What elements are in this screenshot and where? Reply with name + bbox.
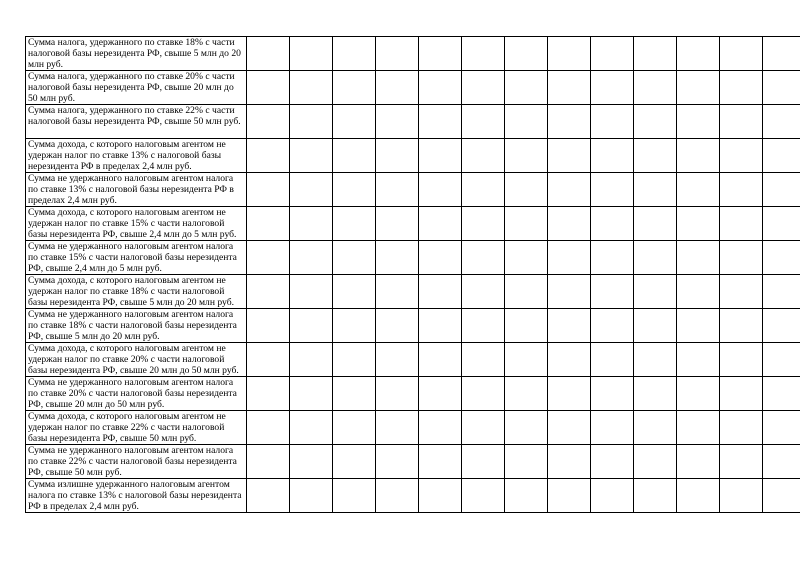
value-cell	[376, 275, 419, 309]
value-cell	[677, 71, 720, 105]
value-cell	[720, 479, 763, 513]
table-row	[26, 377, 800, 411]
value-cell	[548, 71, 591, 105]
value-cell	[763, 411, 800, 445]
value-cell	[505, 207, 548, 241]
value-cell	[419, 411, 462, 445]
value-cell	[505, 37, 548, 71]
value-cell	[548, 275, 591, 309]
value-cell	[763, 309, 800, 343]
table-row	[26, 71, 800, 105]
value-cell	[333, 71, 376, 105]
value-cell	[677, 105, 720, 139]
value-cell	[548, 173, 591, 207]
value-cell	[763, 241, 800, 275]
value-cell	[634, 309, 677, 343]
value-cell	[333, 377, 376, 411]
value-cell	[677, 139, 720, 173]
value-cell	[720, 207, 763, 241]
value-cell	[247, 207, 290, 241]
value-cell	[290, 377, 333, 411]
value-cell	[548, 411, 591, 445]
value-cell	[677, 479, 720, 513]
value-cell	[333, 37, 376, 71]
value-cell	[763, 71, 800, 105]
row-label: Сумма дохода, с которого налоговым агентом не удержан налог по ставке 13% с налоговой базы нерезидента РФ в пределах 2,4 млн руб.	[26, 139, 247, 173]
value-cell	[462, 173, 505, 207]
value-cell	[419, 71, 462, 105]
value-cell	[290, 445, 333, 479]
value-cell	[333, 207, 376, 241]
value-cell	[763, 445, 800, 479]
value-cell	[419, 343, 462, 377]
value-cell	[290, 139, 333, 173]
value-cell	[634, 275, 677, 309]
value-cell	[333, 411, 376, 445]
value-cell	[634, 71, 677, 105]
value-cell	[376, 343, 419, 377]
value-cell	[290, 411, 333, 445]
value-cell	[634, 207, 677, 241]
row-label: Сумма налога, удержанного по ставке 18% с части налоговой базы нерезидента РФ, свыше 5 млн до 20 млн руб.	[26, 37, 247, 71]
value-cell	[720, 71, 763, 105]
row-label: Сумма не удержанного налоговым агентом налога по ставке 13% с налоговой базы нерезидента РФ в пределах 2,4 млн руб.	[26, 173, 247, 207]
value-cell	[677, 37, 720, 71]
value-cell	[591, 37, 634, 71]
value-cell	[677, 207, 720, 241]
value-cell	[505, 139, 548, 173]
value-cell	[720, 445, 763, 479]
table-row	[26, 275, 800, 309]
value-cell	[333, 445, 376, 479]
value-cell	[591, 411, 634, 445]
value-cell	[247, 105, 290, 139]
value-cell	[591, 445, 634, 479]
value-cell	[720, 139, 763, 173]
table-row	[26, 105, 800, 139]
value-cell	[247, 37, 290, 71]
value-cell	[376, 241, 419, 275]
value-cell	[247, 309, 290, 343]
value-cell	[419, 241, 462, 275]
value-cell	[290, 105, 333, 139]
value-cell	[247, 241, 290, 275]
value-cell	[763, 343, 800, 377]
value-cell	[548, 105, 591, 139]
value-cell	[333, 139, 376, 173]
value-cell	[333, 479, 376, 513]
value-cell	[548, 479, 591, 513]
value-cell	[419, 139, 462, 173]
value-cell	[634, 411, 677, 445]
row-label: Сумма излишне удержанного налоговым агентом налога по ставке 13% с налоговой базы нерезидента РФ в пределах 2,4 млн руб.	[26, 479, 247, 513]
value-cell	[591, 173, 634, 207]
value-cell	[333, 309, 376, 343]
value-cell	[505, 309, 548, 343]
table-row	[26, 479, 800, 513]
value-cell	[720, 173, 763, 207]
value-cell	[333, 343, 376, 377]
value-cell	[720, 241, 763, 275]
value-cell	[591, 377, 634, 411]
value-cell	[505, 479, 548, 513]
value-cell	[548, 241, 591, 275]
tax-report-table	[25, 36, 800, 513]
value-cell	[247, 71, 290, 105]
value-cell	[634, 105, 677, 139]
value-cell	[720, 309, 763, 343]
value-cell	[634, 173, 677, 207]
value-cell	[720, 411, 763, 445]
value-cell	[462, 411, 505, 445]
value-cell	[677, 343, 720, 377]
table-row	[26, 411, 800, 445]
value-cell	[376, 479, 419, 513]
value-cell	[247, 411, 290, 445]
value-cell	[462, 343, 505, 377]
value-cell	[333, 105, 376, 139]
value-cell	[247, 479, 290, 513]
value-cell	[333, 241, 376, 275]
value-cell	[419, 207, 462, 241]
value-cell	[290, 275, 333, 309]
value-cell	[763, 207, 800, 241]
table-row	[26, 309, 800, 343]
value-cell	[376, 445, 419, 479]
value-cell	[677, 411, 720, 445]
value-cell	[720, 37, 763, 71]
value-cell	[376, 71, 419, 105]
value-cell	[376, 411, 419, 445]
value-cell	[505, 377, 548, 411]
value-cell	[376, 309, 419, 343]
value-cell	[634, 37, 677, 71]
row-label: Сумма дохода, с которого налоговым агентом не удержан налог по ставке 18% с части налоговой базы нерезидента РФ, свыше 5 млн до 20 млн руб.	[26, 275, 247, 309]
row-label: Сумма не удержанного налоговым агентом налога по ставке 20% с части налоговой базы нерезидента РФ, свыше 20 млн до 50 млн руб.	[26, 377, 247, 411]
value-cell	[290, 37, 333, 71]
value-cell	[763, 275, 800, 309]
value-cell	[419, 105, 462, 139]
value-cell	[505, 343, 548, 377]
value-cell	[720, 343, 763, 377]
table-row	[26, 139, 800, 173]
value-cell	[462, 309, 505, 343]
value-cell	[591, 207, 634, 241]
value-cell	[290, 207, 333, 241]
value-cell	[591, 479, 634, 513]
value-cell	[677, 173, 720, 207]
value-cell	[419, 37, 462, 71]
row-label: Сумма не удержанного налоговым агентом налога по ставке 15% с части налоговой базы нерезидента РФ, свыше 2,4 млн до 5 млн руб.	[26, 241, 247, 275]
value-cell	[290, 173, 333, 207]
value-cell	[548, 207, 591, 241]
value-cell	[634, 445, 677, 479]
value-cell	[376, 173, 419, 207]
value-cell	[333, 173, 376, 207]
value-cell	[505, 275, 548, 309]
value-cell	[634, 377, 677, 411]
value-cell	[462, 275, 505, 309]
row-label: Сумма дохода, с которого налоговым агентом не удержан налог по ставке 22% с части налоговой базы нерезидента РФ, свыше 50 млн руб.	[26, 411, 247, 445]
value-cell	[462, 105, 505, 139]
value-cell	[290, 241, 333, 275]
value-cell	[763, 479, 800, 513]
value-cell	[290, 343, 333, 377]
value-cell	[376, 139, 419, 173]
value-cell	[505, 71, 548, 105]
row-label: Сумма налога, удержанного по ставке 22% с части налоговой базы нерезидента РФ, свыше 50 млн руб.	[26, 105, 247, 139]
value-cell	[376, 207, 419, 241]
value-cell	[419, 309, 462, 343]
value-cell	[376, 37, 419, 71]
value-cell	[763, 173, 800, 207]
value-cell	[462, 207, 505, 241]
value-cell	[247, 275, 290, 309]
value-cell	[247, 445, 290, 479]
value-cell	[462, 241, 505, 275]
value-cell	[634, 139, 677, 173]
row-label: Сумма дохода, с которого налоговым агентом не удержан налог по ставке 15% с части налоговой базы нерезидента РФ, свыше 2,4 млн до 5 млн руб.	[26, 207, 247, 241]
value-cell	[548, 37, 591, 71]
value-cell	[376, 377, 419, 411]
value-cell	[548, 445, 591, 479]
value-cell	[462, 139, 505, 173]
row-label: Сумма дохода, с которого налоговым агентом не удержан налог по ставке 20% с части налоговой базы нерезидента РФ, свыше 20 млн до 50 млн руб.	[26, 343, 247, 377]
value-cell	[763, 105, 800, 139]
value-cell	[333, 275, 376, 309]
value-cell	[591, 71, 634, 105]
value-cell	[462, 71, 505, 105]
value-cell	[419, 173, 462, 207]
value-cell	[720, 275, 763, 309]
value-cell	[591, 343, 634, 377]
value-cell	[763, 37, 800, 71]
value-cell	[591, 139, 634, 173]
value-cell	[419, 445, 462, 479]
value-cell	[763, 377, 800, 411]
value-cell	[677, 309, 720, 343]
table-row	[26, 343, 800, 377]
table-row	[26, 37, 800, 71]
value-cell	[505, 105, 548, 139]
value-cell	[247, 139, 290, 173]
value-cell	[505, 445, 548, 479]
value-cell	[247, 173, 290, 207]
value-cell	[720, 377, 763, 411]
value-cell	[634, 343, 677, 377]
value-cell	[462, 479, 505, 513]
table-row	[26, 241, 800, 275]
value-cell	[763, 139, 800, 173]
value-cell	[591, 309, 634, 343]
value-cell	[290, 71, 333, 105]
value-cell	[634, 241, 677, 275]
value-cell	[247, 343, 290, 377]
value-cell	[548, 377, 591, 411]
value-cell	[505, 173, 548, 207]
value-cell	[634, 479, 677, 513]
value-cell	[548, 139, 591, 173]
value-cell	[462, 377, 505, 411]
row-label: Сумма не удержанного налоговым агентом налога по ставке 18% с части налоговой базы нерезидента РФ, свыше 5 млн до 20 млн руб.	[26, 309, 247, 343]
value-cell	[720, 105, 763, 139]
value-cell	[505, 411, 548, 445]
value-cell	[677, 275, 720, 309]
value-cell	[505, 241, 548, 275]
table-row	[26, 173, 800, 207]
value-cell	[548, 343, 591, 377]
value-cell	[419, 275, 462, 309]
table-row	[26, 207, 800, 241]
value-cell	[462, 445, 505, 479]
value-cell	[247, 377, 290, 411]
value-cell	[677, 445, 720, 479]
tax-report-table-body	[26, 37, 800, 513]
value-cell	[290, 479, 333, 513]
value-cell	[376, 105, 419, 139]
value-cell	[591, 105, 634, 139]
table-row	[26, 445, 800, 479]
value-cell	[677, 377, 720, 411]
value-cell	[290, 309, 333, 343]
value-cell	[591, 241, 634, 275]
value-cell	[677, 241, 720, 275]
value-cell	[419, 479, 462, 513]
value-cell	[462, 37, 505, 71]
row-label: Сумма не удержанного налоговым агентом налога по ставке 22% с части налоговой базы нерезидента РФ, свыше 50 млн руб.	[26, 445, 247, 479]
value-cell	[419, 377, 462, 411]
value-cell	[591, 275, 634, 309]
row-label: Сумма налога, удержанного по ставке 20% с части налоговой базы нерезидента РФ, свыше 20 млн до 50 млн руб.	[26, 71, 247, 105]
value-cell	[548, 309, 591, 343]
